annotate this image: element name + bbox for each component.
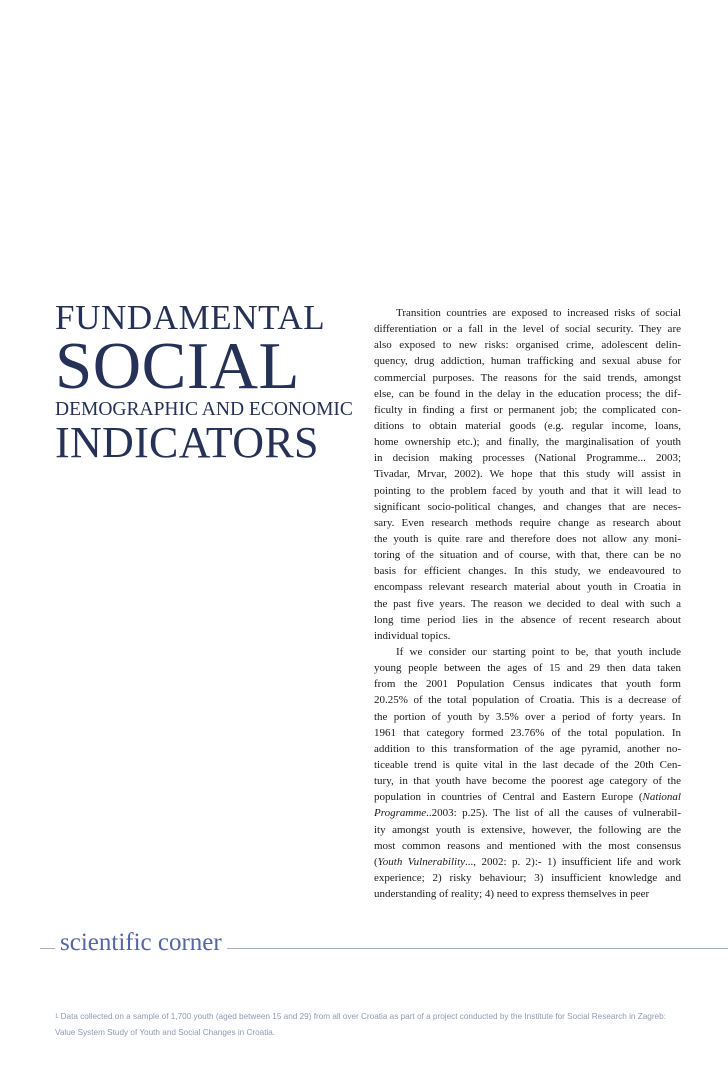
body-line-italic: Youth Vulnerability [377,855,466,868]
body-line: quency, drug addiction, human trafficking and sexual abuse for [374,355,681,368]
body-line: addition to this transformation of the age pyramid, another no- [374,742,681,755]
heading-demographic-economic: DEMOGRAPHIC AND ECONOMIC [55,399,353,420]
body-line-pre: ( [374,855,378,868]
body-line [374,789,681,805]
body-line-italic: Programme [374,807,427,820]
body-line [374,805,681,821]
body-line: most common reasons and mentioned with the most consensus [374,839,681,852]
body-line: home ownership etc.); and finally, the marginalisation of youth [374,436,681,449]
footnote-line-2: Value System Study of Youth and Social Changes in Croatia. [55,1028,276,1037]
body-line-post: ..2003: p.25). The list of all the causes of vulnerabil- [426,807,681,820]
body-line: the past five years. The reason we decided to deal with such a [374,597,681,610]
body-line: the portion of youth by 3.5% over a period of forty years. In [374,710,681,723]
body-line: sary. Even research methods require change as research about [374,516,681,529]
body-line: young people between the ages of 15 and 29 then data taken [374,662,681,675]
body-line: 20.25% of the total population of Croatia. This is a decrease of [374,694,681,707]
footnote-text-1: Data collected on a sample of 1,700 youth (aged between 15 and 29) from all over Croatia as part of a project conducted by the Institute for Social Research in Zagreb: [58,1012,666,1021]
footnote-marker: 1 [55,1014,59,1020]
body-line: individual topics. [374,629,451,642]
body-line-italic: National [642,791,681,804]
body-line: else, can be found in the delay in the education process; the dif- [374,387,681,400]
body-line: differentiation or a fall in the level of social security. They are [374,323,681,336]
section-label: scientific corner [55,928,227,958]
footnote [55,1009,695,1041]
body-line: 1961 that category formed 23.76% of the total population. In [374,726,681,739]
body-line: Tivadar, Mrvar, 2002). We hope that this study will assist in [374,468,681,481]
body-line: toring of the situation and of course, with that, there can be no [374,549,681,562]
body-line: long time period lies in the absence of recent research about [374,613,681,626]
body-line: from the 2001 Population Census indicates that youth form [374,678,681,691]
body-line: ficulty in finding a first or permanent job; the complicated con- [374,403,681,416]
body-line: ditions to obtain material goods (e.g. regular income, loans, [374,419,681,432]
body-line: encompass relevant research material about youth in Croatia in [374,581,681,594]
body-line: also exposed to new risks: organised crime, adolescent delin- [374,339,681,352]
body-line: pointing to the problem faced by youth and that it will lead to [374,484,681,497]
body-line: basis for efficient changes. In this study, we endeavoured to [374,565,681,578]
body-line: Transition countries are exposed to increased risks of social [396,307,681,319]
body-line: the youth is quite rare and therefore does not allow any moni- [374,532,681,545]
body-line [374,854,681,870]
body-line: understanding of reality; 4) need to express themselves in peer [374,888,650,901]
body-line: commercial purposes. The reasons for the said trends, amongst [374,371,681,384]
heading-indicators: INDICATORS [55,418,319,467]
body-line: tury, in that youth have become the poorest age category of the [374,775,681,788]
body-line: in decision making processes (National Programme... 2003; [374,452,681,465]
heading-social: SOCIAL [55,329,300,403]
heading-fundamental: FUNDAMENTAL [55,298,326,337]
body-line-pre: population in countries of Central and Eastern Europe ( [374,791,643,804]
body-line-post: ..., 2002: p. 2):- 1) insufficient life and work [465,855,681,868]
footnote-line-1 [55,1009,695,1025]
body-text-column [374,305,681,902]
body-line: ity amongst youth is extensive, however, the following are the [374,823,681,836]
body-line: significant socio-political changes, and changes that are neces- [374,500,681,513]
body-line: ticeable trend is quite vital in the last decade of the 20th Cen- [374,758,681,771]
body-line: experience; 2) risky behaviour; 3) insufficient knowledge and [374,871,681,884]
body-line: If we consider our starting point to be, that youth include [396,645,681,658]
